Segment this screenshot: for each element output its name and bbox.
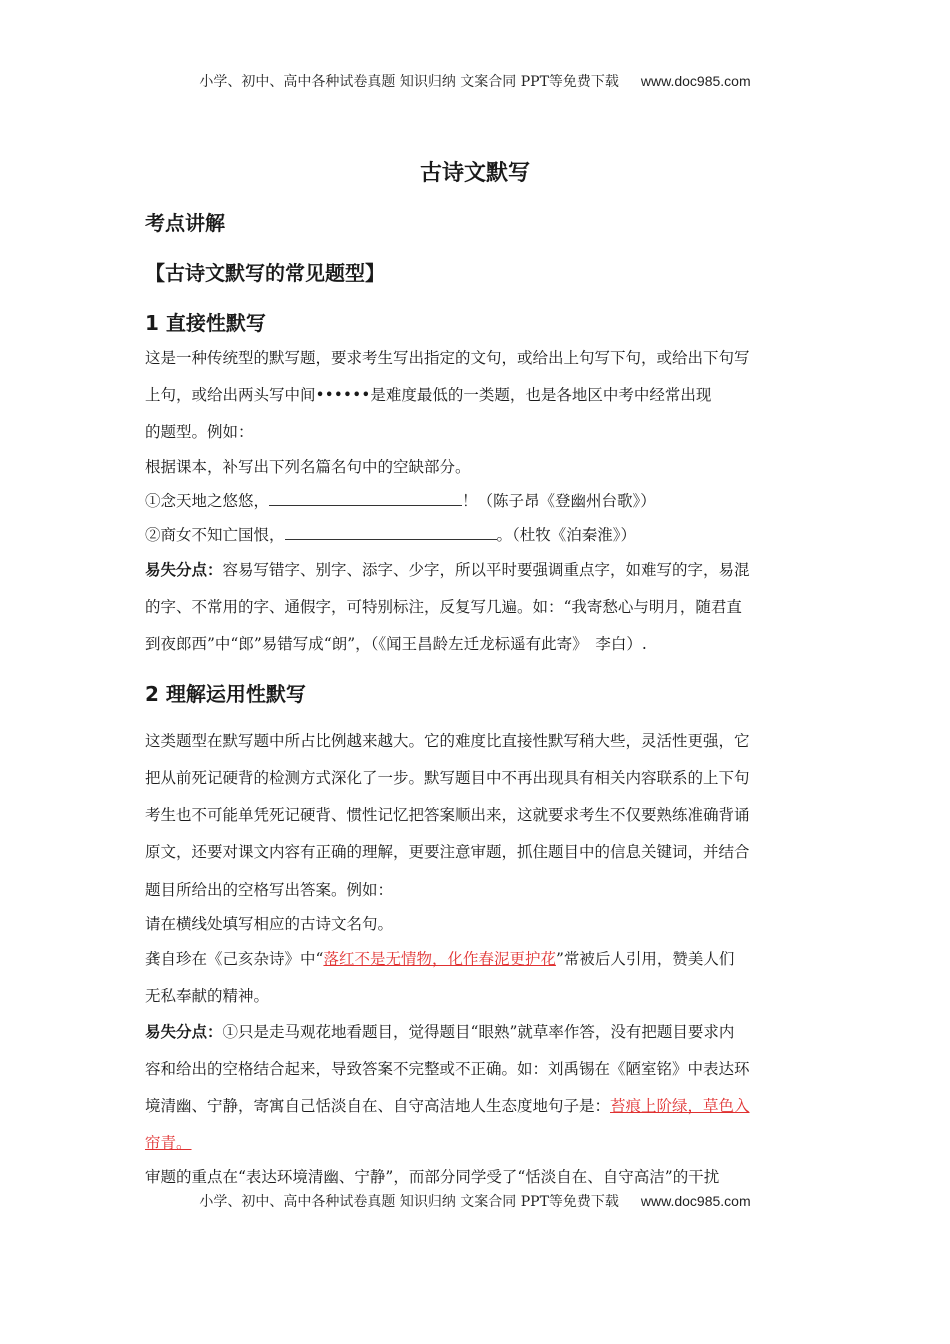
part2-line-3: 考生也不可能单凭死记硬背、惯性记忆把答案顺出来，这就要求考生不仅要熟练准确背诵 xyxy=(145,806,750,824)
page-footer xyxy=(0,1191,950,1211)
page-header xyxy=(0,71,950,91)
part1-tip-line-2: 的字、不常用的字、通假字，可特别标注，反复写几遍。如：“我寄愁心与明月，随君直 xyxy=(145,598,742,616)
header-text: 小学、初中、高中各种试卷真题 知识归纳 文案合同 PPT等免费下载 xyxy=(199,74,619,90)
part1-line-4: 根据课本，补写出下列名篇名句中的空缺部分。 xyxy=(145,458,471,476)
footer-site-link[interactable]: www.doc985.com xyxy=(640,1193,751,1209)
question-1 xyxy=(145,489,807,511)
footer-text: 小学、初中、高中各种试卷真题 知识归纳 文案合同 PPT等免费下载 xyxy=(199,1194,619,1210)
question-1-source: ！（陈子昂《登幽州台歌》） xyxy=(462,492,656,510)
tip-text: 境清幽、宁静，寄寓自己恬淡自在、自守高洁地人生态度地句子是： xyxy=(145,1097,611,1115)
part1-tip-line-1 xyxy=(145,558,807,580)
part2-heading: 2 理解运用性默写 xyxy=(145,682,306,706)
question-2-text: ②商女不知亡国恨， xyxy=(145,526,285,544)
part2-line-1: 这类题型在默写题中所占比例越来越大。它的难度比直接性默写稍大些，灵活性更强，它 xyxy=(145,732,750,750)
part1-heading: 1 直接性默写 xyxy=(145,311,266,335)
example-prefix: 龚自珍在《己亥杂诗》中“ xyxy=(145,950,324,968)
part2-tip-line-2: 容和给出的空格结合起来，导致答案不完整或不正确。如：刘禹锡在《陋室铭》中表达环 xyxy=(145,1060,750,1078)
example-line-1 xyxy=(145,947,807,969)
part2-tip-line-3 xyxy=(145,1094,807,1116)
example-answer: 落红不是无情物，化作春泥更护花 xyxy=(323,950,556,968)
question-2-blank[interactable] xyxy=(285,525,497,540)
part1-tip-line-3: 到夜郎西”中“郎”易错写成“朗”，（《闻王昌龄左迁龙标遥有此寄》 李白）. xyxy=(145,635,647,653)
tip-label: 易失分点： xyxy=(145,1023,223,1041)
part2-line-6: 请在横线处填写相应的古诗文名句。 xyxy=(145,915,394,933)
part1-line-2: 上句，或给出两头写中间••••••是难度最低的一类题，也是各地区中考中经常出现 xyxy=(145,386,712,404)
section-heading: 考点讲解 xyxy=(145,211,225,235)
part2-line-2: 把从前死记硬背的检测方式深化了一步。默写题目中不再出现具有相关内容联系的上下句 xyxy=(145,769,750,787)
question-1-blank[interactable] xyxy=(269,491,462,506)
part2-tip-line-4 xyxy=(145,1131,807,1153)
tip-text: ①只是走马观花地看题目，觉得题目“眼熟”就草率作答，没有把题目要求内 xyxy=(222,1023,735,1041)
header-site-link[interactable]: www.doc985.com xyxy=(640,73,751,89)
part2-line-5: 题目所给出的空格写出答案。例如： xyxy=(145,881,394,899)
part1-line-3: 的题型。例如： xyxy=(145,423,254,441)
document-title: 古诗文默写 xyxy=(419,161,530,186)
question-2 xyxy=(145,523,807,545)
part2-last-line: 审题的重点在“表达环境清幽、宁静”，而部分同学受了“恬淡自在、自守高洁”的干扰 xyxy=(145,1168,720,1186)
part1-line-1: 这是一种传统型的默写题，要求考生写出指定的文句，或给出上句写下句，或给出下句写 xyxy=(145,349,750,367)
tip-label: 易失分点： xyxy=(145,561,223,579)
example-suffix: ”常被后人引用，赞美人们 xyxy=(555,950,735,968)
tip-answer: 苔痕上阶绿，草色入 xyxy=(610,1097,750,1115)
tip-answer-cont: 帘青。 xyxy=(145,1134,192,1152)
part2-line-4: 原文，还要对课文内容有正确的理解，更要注意审题，抓住题目中的信息关键词，并结合 xyxy=(145,843,750,861)
tip-text: 容易写错字、别字、添字、少字，所以平时要强调重点字，如难写的字，易混 xyxy=(222,561,750,579)
example-line-2: 无私奉献的精神。 xyxy=(145,987,270,1005)
question-2-source: 。（杜牧《泊秦淮》） xyxy=(496,526,637,544)
question-1-text: ①念天地之悠悠， xyxy=(145,492,270,510)
subsection-heading: 【古诗文默写的常见题型】 xyxy=(145,261,385,285)
part2-tip-line-1 xyxy=(145,1020,807,1042)
